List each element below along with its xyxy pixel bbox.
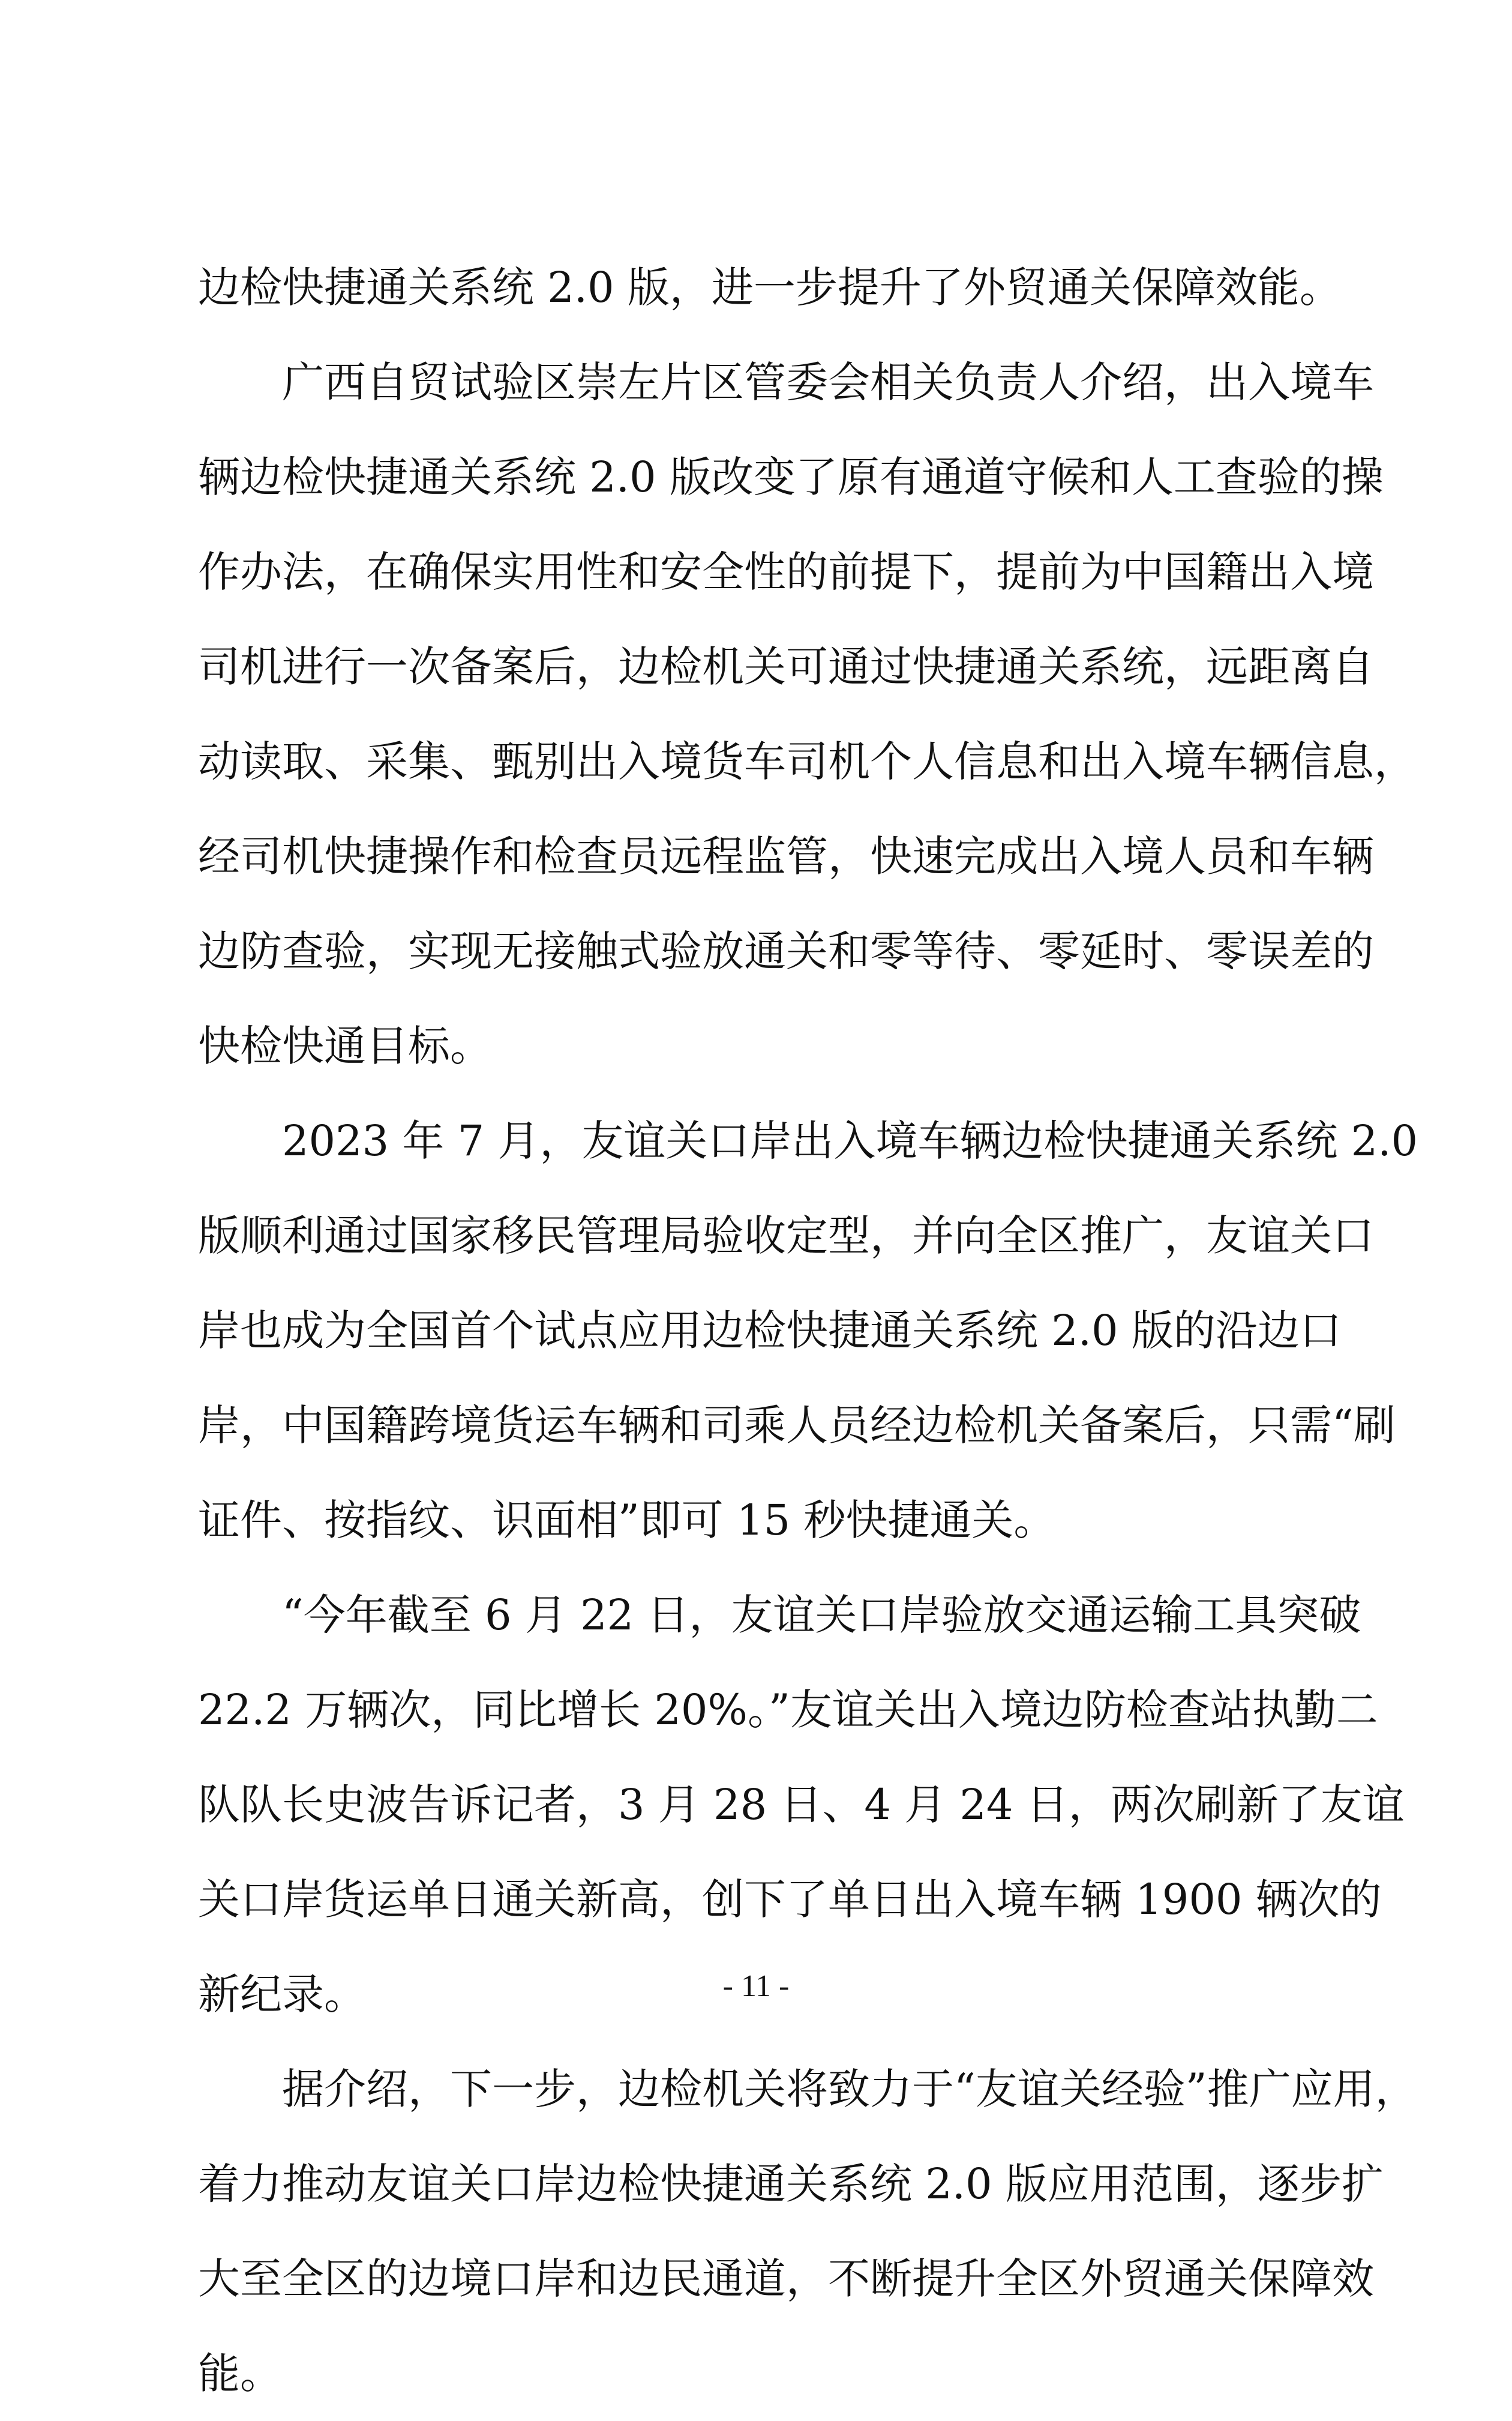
text-line: 队队长史波告诉记者，3 月 28 日、4 月 24 日，两次刷新了友谊 bbox=[198, 1780, 1405, 1829]
text-line: 版顺利通过国家移民管理局验收定型，并向全区推广，友谊关口 bbox=[198, 1211, 1374, 1260]
text-line: 岸，中国籍跨境货运车辆和司乘人员经边检机关备案后，只需“刷 bbox=[198, 1401, 1396, 1450]
text-line: 关口岸货运单日通关新高，创下了单日出入境车辆 1900 辆次的 bbox=[198, 1875, 1382, 1924]
text-line: 经司机快捷操作和检查员远程监管，快速完成出入境人员和车辆 bbox=[198, 832, 1374, 881]
text-line: 辆边检快捷通关系统 2.0 版改变了原有通道守候和人工查验的操 bbox=[198, 453, 1384, 502]
text-line: 动读取、采集、甄别出入境货车司机个人信息和出入境车辆信息， bbox=[198, 737, 1416, 786]
text-line: 新纪录。 bbox=[198, 1970, 366, 2019]
paragraph bbox=[198, 1093, 1418, 1568]
text-line: 据介绍，下一步，边检机关将致力于“友谊关经验”推广应用， bbox=[282, 2065, 1417, 2114]
text-line: 广西自贸试验区崇左片区管委会相关负责人介绍，出入境车 bbox=[282, 358, 1374, 407]
text-line: 大至全区的边境口岸和边民通道，不断提升全区外贸通关保障效 bbox=[198, 2254, 1374, 2303]
text-line: 着力推动友谊关口岸边检快捷通关系统 2.0 版应用范围，逐步扩 bbox=[198, 2159, 1384, 2209]
paragraph bbox=[198, 240, 1342, 335]
paragraph bbox=[198, 2042, 1417, 2421]
paragraph bbox=[198, 335, 1416, 1093]
text-line: 边检快捷通关系统 2.0 版，进一步提升了外贸通关保障效能。 bbox=[198, 263, 1342, 312]
body-text bbox=[198, 240, 1418, 2421]
page-number: - 11 - bbox=[722, 1969, 790, 2003]
text-line: 司机进行一次备案后，边检机关可通过快捷通关系统，远距离自 bbox=[198, 642, 1374, 691]
text-line: 22.2 万辆次，同比增长 20%。”友谊关出入境边防检查站执勤二 bbox=[198, 1685, 1378, 1734]
text-line: 作办法，在确保实用性和安全性的前提下，提前为中国籍出入境 bbox=[198, 547, 1374, 597]
text-line: 岸也成为全国首个试点应用边检快捷通关系统 2.0 版的沿边口 bbox=[198, 1306, 1342, 1355]
text-line: 快检快通目标。 bbox=[198, 1021, 492, 1071]
text-line: “今年截至 6 月 22 日，友谊关口岸验放交通运输工具突破 bbox=[282, 1590, 1361, 1640]
text-line: 证件、按指纹、识面相”即可 15 秒快捷通关。 bbox=[198, 1496, 1056, 1545]
text-line: 能。 bbox=[198, 2349, 282, 2398]
text-line: 2023 年 7 月，友谊关口岸出入境车辆边检快捷通关系统 2.0 bbox=[282, 1116, 1418, 1165]
text-line: 边防查验，实现无接触式验放通关和零等待、零延时、零误差的 bbox=[198, 927, 1374, 976]
